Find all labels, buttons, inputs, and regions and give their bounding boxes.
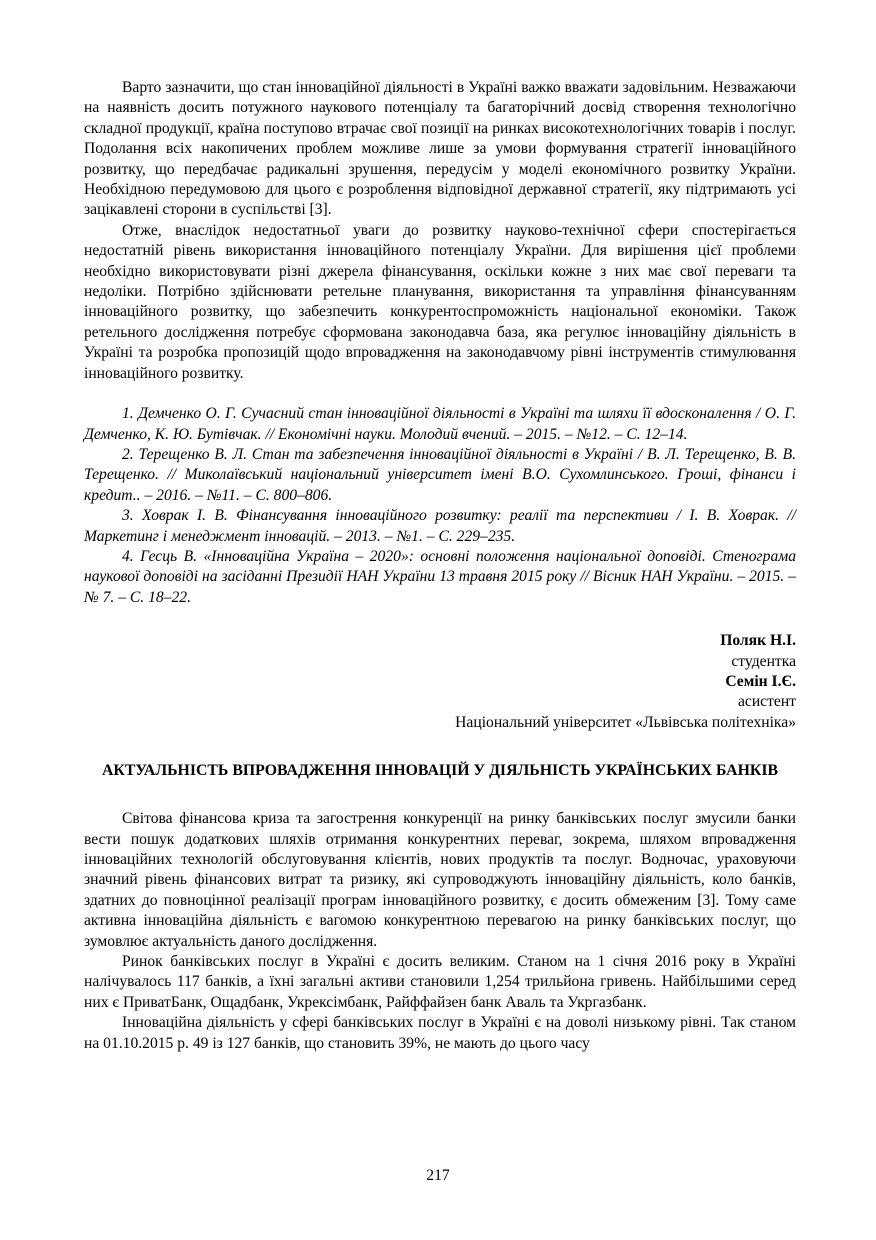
author-name: Поляк Н.І. xyxy=(720,632,796,650)
body-paragraph: Інноваційна діяльність у сфері банківських послуг в Україні є на доволі низькому рівні. Так станом на 01.10.2015 р. 49 із 127 банків, що становить 39%, не мають до цього часу xyxy=(84,1014,796,1052)
body-paragraph: Варто зазначити, що стан інноваційної діяльності в Україні важко вважати задовільним. Незважаючи на наявність досить потужного наукового потенціалу та багаторічний досвід створення технологічно складної продукції, країна поступово втрачає свої позиції на ринках високотехнологічних товарів і послуг. Подолання всіх накопичених проблем можливе лише за умови формування стратегії інноваційного розвитку, що передбачає радикальні зрушення, передусім у моделі економічного розвитку України. Необхідною передумовою для цього є розроблення відповідної державної стратегії, яку підтримають усі зацікавлені сторони в суспільстві [3]. xyxy=(84,79,796,219)
reference-item: 1. Демченко О. Г. Сучасний стан інноваційної діяльності в Україні та шляхи її вдосконалення / О. Г. Демченко, К. Ю. Бутівчак. // Економічні науки. Молодий вчений. – 2015. – №12. – С. 12–14. xyxy=(84,405,796,443)
reference-item: 4. Гесць В. «Інноваційна Україна – 2020»: основні положення національної доповіді. Стенограма наукової доповіді на засіданні Президії НАН України 13 травня 2015 року // Вісник НАН України. – 2015. – № 7. – С. 18–22. xyxy=(84,547,796,606)
authors-block xyxy=(84,631,796,733)
page-content xyxy=(84,78,796,1054)
page-number: 217 xyxy=(426,1167,450,1184)
body-paragraph: Ринок банківських послуг в Україні є досить великим. Станом на 1 січня 2016 року в Україні налічувалось 117 банків, а їхні загальні активи становили 1,254 трильйона гривень. Найбільшими серед них є ПриватБанк, Ощадбанк, Укрексімбанк, Райффайзен банк Аваль та Укргазбанк. xyxy=(84,953,796,1011)
author-name: Семін І.Є. xyxy=(725,672,796,690)
reference-item: 2. Терещенко В. Л. Стан та забезпечення інноваційної діяльності в Україні / В. Л. Терещенко, В. В. Терещенко. // Миколаївський національний університет імені В.О. Сухомлинського. Гроші, фінанси і кредит.. – 2016. – №11. – С. 800–806. xyxy=(84,445,796,504)
affiliation: Національний університет «Львівська політехніка» xyxy=(455,713,796,731)
author-role: студентка xyxy=(731,652,796,670)
author-role: асистент xyxy=(737,693,796,711)
body-paragraph: Світова фінансова криза та загострення конкуренції на ринку банківських послуг змусили банки вести пошук додаткових шляхів отримання конкурентних переваг, зокрема, шляхом впровадження інноваційних технологій обслуговування клієнтів, нових продуктів та послуг. Водночас, ураховуючи значний рівень фінансових витрат та ризику, які супроводжують інноваційну діяльність, коло банків, здатних до повноцінної реалізації програм інноваційного розвитку, є досить обмеженим [3]. Тому саме активна інноваційна діяльність є вагомою конкурентною перевагою на ринку банківських послуг, що зумовлює актуальність даного дослідження. xyxy=(84,810,796,950)
reference-item: 3. Ховрак І. В. Фінансування інноваційного розвитку: реалії та перспективи / І. В. Ховрак. // Маркетинг і менеджмент інновацій. – 2013. – №1. – С. 229–235. xyxy=(84,507,796,545)
body-paragraph: Отже, внаслідок недостатньої уваги до розвитку науково-технічної сфери спостерігається недостатній рівень використання інноваційного потенціалу України. Для вирішення цієї проблеми необхідно використовувати різні джерела фінансування, оскільки кожне з них має свої переваги та недоліки. Потрібно здійснювати ретельне планування, використання та управління фінансуванням інноваційного розвитку, що забезпечить конкурентоспроможність національної економіки. Також ретельного дослідження потребує сформована законодавча база, яка регулює інноваційну діяльність в Україні та розробка пропозицій щодо впровадження на законодавчому рівні інструментів стимулювання інноваційного розвитку. xyxy=(84,221,796,382)
references-list xyxy=(84,404,796,608)
article-title: АКТУАЛЬНІСТЬ ВПРОВАДЖЕННЯ ІННОВАЦІЙ У ДІЯЛЬНІСТЬ УКРАЇНСЬКИХ БАНКІВ xyxy=(101,762,779,780)
